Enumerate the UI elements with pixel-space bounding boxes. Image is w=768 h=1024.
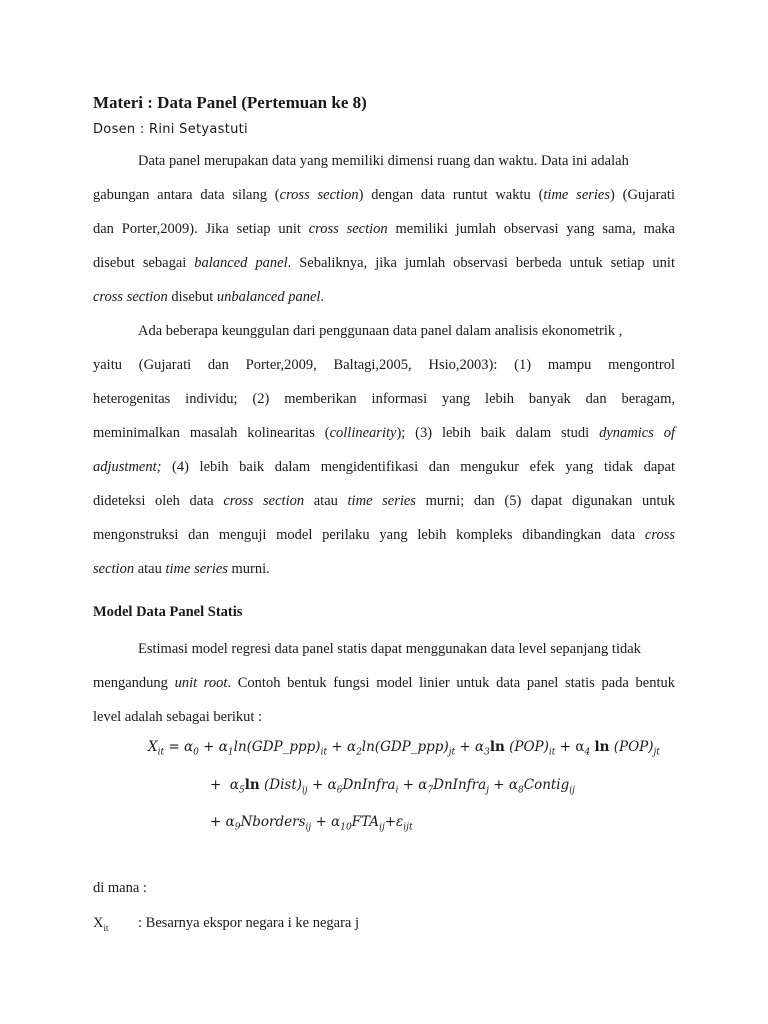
text-line: adjustment; (4) lebih baik dalam mengidentifikasi dan mengukur efek yang tidak dapat: [93, 459, 675, 475]
text-line: Data panel merupakan data yang memiliki dimensi ruang dan waktu. Data ini adalah: [138, 153, 629, 169]
text-line: cross section disebut unbalanced panel.: [93, 289, 325, 305]
page-title: Materi : Data Panel (Pertemuan ke 8): [93, 93, 367, 112]
text-line: disebut sebagai balanced panel. Sebaliknya, jika jumlah observasi berbeda untuk setiap unit: [93, 255, 675, 271]
text-line: yaitu (Gujarati dan Porter,2009, Baltagi,2005, Hsio,2003): (1) mampu mengontrol: [93, 357, 675, 373]
text-line: Ada beberapa keunggulan dari penggunaan data panel dalam analisis ekonometrik ,: [138, 323, 623, 339]
text-line: level adalah sebagai berikut :: [93, 709, 263, 725]
text-line: dan Porter,2009). Jika setiap unit cross section memiliki jumlah observasi yang sama, maka: [93, 221, 675, 237]
where-label: di mana :: [93, 880, 147, 896]
definition-variable: $X_{it}$: [93, 915, 109, 933]
text-line: gabungan antara data silang (cross section) dengan data runtut waktu (time series) (Gujarati: [93, 187, 675, 203]
text-line: meminimalkan masalah kolinearitas (collinearity); (3) lebih baik dalam studi dynamics of: [93, 425, 675, 441]
text-line: mengandung unit root. Contoh bentuk fungsi model linier untuk data panel statis pada bentuk: [93, 675, 675, 691]
equation-line-3: + $\alpha_9Nborders_{ij} + \alpha_{10}FTA_{ij}+\varepsilon_{ijt}$: [210, 814, 413, 833]
text-line: section atau time series murni.: [93, 561, 270, 577]
text-line: Estimasi model regresi data panel statis dapat menggunakan data level sepanjang tidak: [138, 641, 641, 657]
section-heading: Model Data Panel Statis: [93, 604, 243, 620]
lecturer-name: Dosen : Rini Setyastuti: [93, 122, 248, 137]
text-line: mengonstruksi dan menguji model perilaku yang lebih kompleks dibandingkan data cross: [93, 527, 675, 543]
text-line: dideteksi oleh data cross section atau time series murni; dan (5) dapat digunakan untuk: [93, 493, 676, 509]
definition-text: : Besarnya ekspor negara i ke negara j: [138, 915, 360, 931]
equation-line-2: + $\alpha_5\ln$ $(Dist)_{ij}$ + $\alpha_6DnInfra_i$ + $\alpha_7DnInfra_j$ + $\alpha_8Contig_{ij}$: [210, 777, 575, 796]
text-line: heterogenitas individu; (2) memberikan informasi yang lebih banyak dan beragam,: [93, 391, 675, 407]
equation-line-1: $X_{it} = \alpha_0$ + $\alpha_1\ln(GDP\_ppp)_{it}$ + $\alpha_2\ln(GDP\_ppp)_{jt} + \alpha_3\ln$ $(POP)_{it} + \alpha_4$ $\ln (POP)_{jt}$: [148, 739, 660, 758]
